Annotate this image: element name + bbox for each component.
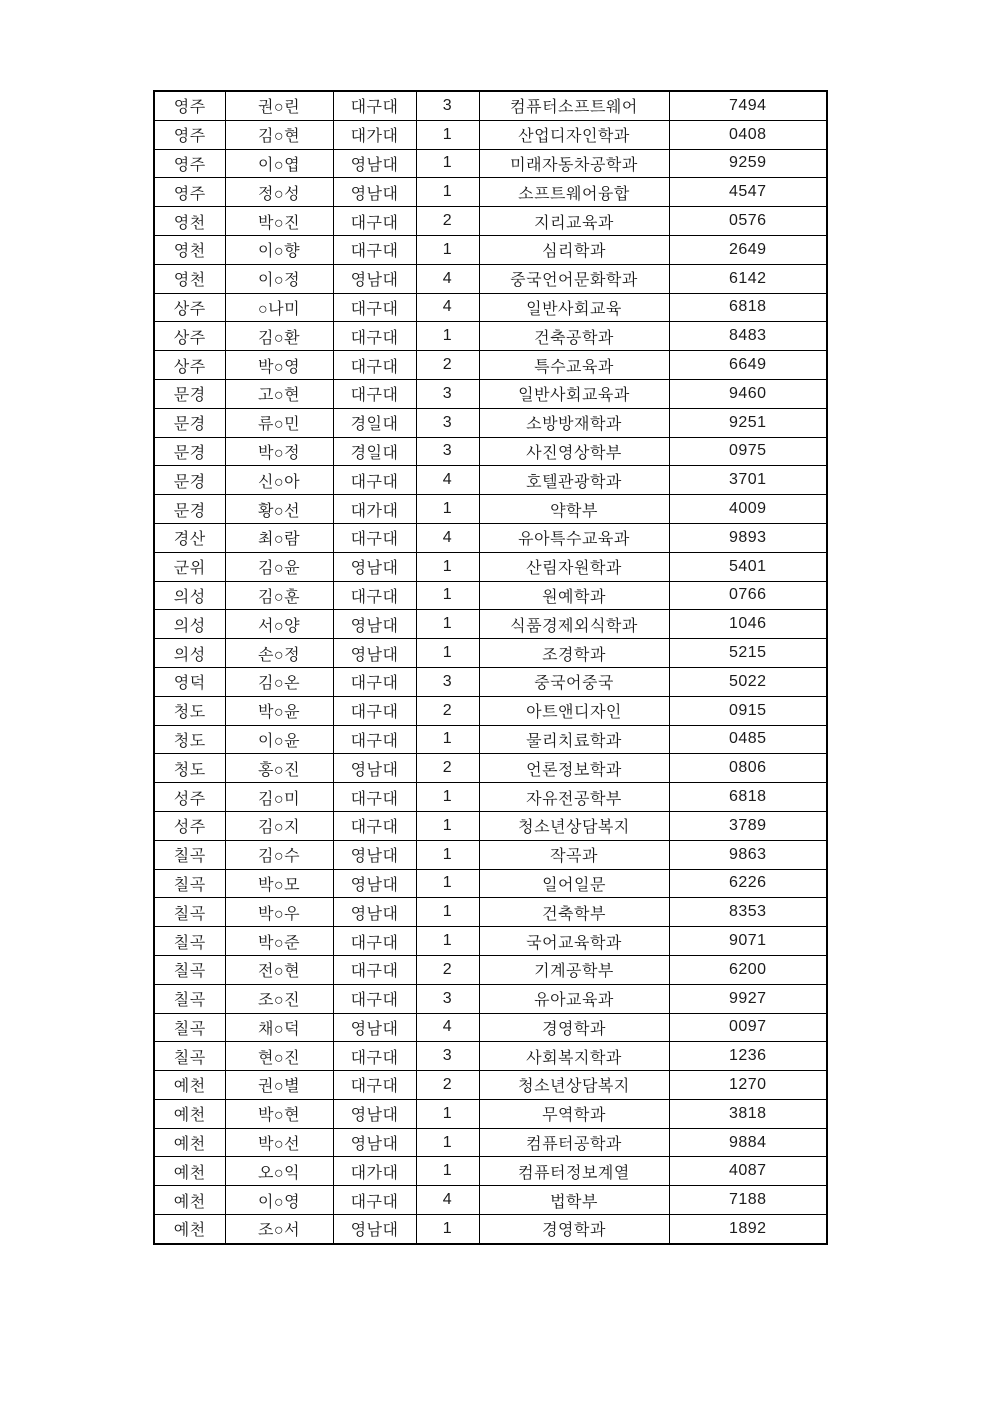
table-cell-region: 상주 (154, 322, 225, 351)
table-cell-university: 대구대 (333, 1042, 416, 1071)
table-cell-name: 고○현 (225, 379, 333, 408)
table-row (154, 811, 827, 840)
table-row (154, 1215, 827, 1244)
table-cell-grade: 1 (416, 120, 479, 149)
table-cell-region: 칠곡 (154, 1042, 225, 1071)
table-cell-code: 1236 (669, 1042, 827, 1071)
table-cell-code: 1046 (669, 610, 827, 639)
table-row (154, 955, 827, 984)
table-cell-region: 예천 (154, 1099, 225, 1128)
table-cell-region: 예천 (154, 1215, 225, 1244)
table-cell-name: 조○서 (225, 1215, 333, 1244)
table-cell-code: 4547 (669, 178, 827, 207)
table-cell-grade: 1 (416, 811, 479, 840)
table-cell-university: 대구대 (333, 984, 416, 1013)
table-cell-region: 문경 (154, 408, 225, 437)
table-cell-university: 대가대 (333, 120, 416, 149)
table-cell-code: 0485 (669, 725, 827, 754)
table-cell-region: 문경 (154, 379, 225, 408)
table-cell-grade: 4 (416, 1186, 479, 1215)
table-cell-grade: 4 (416, 293, 479, 322)
table-cell-grade: 2 (416, 955, 479, 984)
table-cell-region: 칠곡 (154, 927, 225, 956)
table-cell-name: 김○온 (225, 667, 333, 696)
table-row (154, 322, 827, 351)
table-cell-name: ○나미 (225, 293, 333, 322)
table-cell-code: 9884 (669, 1128, 827, 1157)
table-cell-name: 조○진 (225, 984, 333, 1013)
table-cell-code: 3818 (669, 1099, 827, 1128)
table-cell-grade: 2 (416, 207, 479, 236)
table-cell-grade: 4 (416, 264, 479, 293)
table-cell-region: 영주 (154, 91, 225, 120)
table-cell-code: 0408 (669, 120, 827, 149)
table-cell-code: 0766 (669, 581, 827, 610)
table-row (154, 178, 827, 207)
table-cell-department: 일어일문 (479, 869, 669, 898)
table-cell-region: 예천 (154, 1071, 225, 1100)
table-cell-department: 호텔관광학과 (479, 466, 669, 495)
table-cell-name: 홍○진 (225, 754, 333, 783)
table-cell-region: 문경 (154, 466, 225, 495)
table-cell-name: 서○양 (225, 610, 333, 639)
table-cell-code: 9259 (669, 149, 827, 178)
table-cell-university: 대구대 (333, 235, 416, 264)
table-cell-code: 9863 (669, 840, 827, 869)
table-row (154, 581, 827, 610)
table-cell-name: 이○정 (225, 264, 333, 293)
table-cell-grade: 1 (416, 898, 479, 927)
table-cell-department: 일반사회교육과 (479, 379, 669, 408)
table-cell-region: 칠곡 (154, 869, 225, 898)
table-cell-university: 영남대 (333, 639, 416, 668)
table-cell-code: 1270 (669, 1071, 827, 1100)
table-cell-grade: 1 (416, 149, 479, 178)
table-row (154, 120, 827, 149)
table-cell-code: 9251 (669, 408, 827, 437)
table-cell-department: 미래자동차공학과 (479, 149, 669, 178)
table-cell-university: 경일대 (333, 408, 416, 437)
table-row (154, 667, 827, 696)
table-cell-grade: 3 (416, 379, 479, 408)
table-cell-department: 컴퓨터정보계열 (479, 1157, 669, 1186)
table-cell-name: 정○성 (225, 178, 333, 207)
table-cell-region: 영주 (154, 149, 225, 178)
table-cell-department: 중국언어문화학과 (479, 264, 669, 293)
table-cell-name: 채○덕 (225, 1013, 333, 1042)
table-cell-grade: 1 (416, 869, 479, 898)
table-cell-region: 청도 (154, 725, 225, 754)
table-cell-name: 류○민 (225, 408, 333, 437)
table-cell-department: 언론정보학과 (479, 754, 669, 783)
table-cell-department: 유아교육과 (479, 984, 669, 1013)
table-row (154, 1042, 827, 1071)
table-row (154, 639, 827, 668)
table-cell-code: 9893 (669, 523, 827, 552)
table-cell-region: 칠곡 (154, 984, 225, 1013)
table-row (154, 610, 827, 639)
table-row (154, 207, 827, 236)
table-cell-department: 산림자원학과 (479, 552, 669, 581)
table-cell-code: 5401 (669, 552, 827, 581)
table-cell-code: 0975 (669, 437, 827, 466)
table-cell-code: 6818 (669, 293, 827, 322)
table-cell-grade: 1 (416, 178, 479, 207)
table-cell-region: 문경 (154, 495, 225, 524)
table-cell-name: 박○준 (225, 927, 333, 956)
table-cell-name: 현○진 (225, 1042, 333, 1071)
table-cell-region: 칠곡 (154, 840, 225, 869)
table-cell-university: 영남대 (333, 552, 416, 581)
table-cell-name: 손○정 (225, 639, 333, 668)
table-cell-grade: 1 (416, 610, 479, 639)
table-cell-region: 예천 (154, 1157, 225, 1186)
table-cell-grade: 1 (416, 581, 479, 610)
table-row (154, 149, 827, 178)
table-cell-university: 대구대 (333, 1186, 416, 1215)
table-cell-code: 7494 (669, 91, 827, 120)
table-cell-code: 9460 (669, 379, 827, 408)
table-cell-name: 박○영 (225, 351, 333, 380)
table-cell-department: 중국어중국 (479, 667, 669, 696)
table-cell-grade: 1 (416, 927, 479, 956)
table-cell-university: 대구대 (333, 927, 416, 956)
table-cell-code: 6200 (669, 955, 827, 984)
table-cell-department: 법학부 (479, 1186, 669, 1215)
table-cell-region: 영덕 (154, 667, 225, 696)
table-cell-region: 군위 (154, 552, 225, 581)
table-cell-name: 이○윤 (225, 725, 333, 754)
table-cell-university: 대구대 (333, 783, 416, 812)
table-cell-department: 자유전공학부 (479, 783, 669, 812)
table-row (154, 754, 827, 783)
table-cell-grade: 1 (416, 725, 479, 754)
table-cell-grade: 3 (416, 1042, 479, 1071)
table-row (154, 1013, 827, 1042)
table-cell-university: 대가대 (333, 1157, 416, 1186)
table-cell-university: 경일대 (333, 437, 416, 466)
table-cell-university: 대구대 (333, 379, 416, 408)
table-cell-university: 대구대 (333, 207, 416, 236)
table-cell-code: 5215 (669, 639, 827, 668)
table-cell-grade: 2 (416, 696, 479, 725)
table-row (154, 927, 827, 956)
table-cell-name: 권○별 (225, 1071, 333, 1100)
table-cell-grade: 1 (416, 1128, 479, 1157)
table-row (154, 869, 827, 898)
table-row (154, 984, 827, 1013)
table-row (154, 466, 827, 495)
table-row (154, 293, 827, 322)
table-cell-code: 9071 (669, 927, 827, 956)
table-cell-department: 청소년상담복지 (479, 811, 669, 840)
table-cell-grade: 2 (416, 1071, 479, 1100)
table-cell-university: 대구대 (333, 351, 416, 380)
table-cell-university: 영남대 (333, 149, 416, 178)
table-cell-department: 일반사회교육 (479, 293, 669, 322)
table-cell-department: 식품경제외식학과 (479, 610, 669, 639)
table-cell-department: 아트앤디자인 (479, 696, 669, 725)
table-cell-region: 영천 (154, 235, 225, 264)
table-row (154, 379, 827, 408)
table-cell-code: 9927 (669, 984, 827, 1013)
table-cell-name: 이○영 (225, 1186, 333, 1215)
table-cell-code: 6226 (669, 869, 827, 898)
table-cell-name: 이○엽 (225, 149, 333, 178)
table-cell-region: 상주 (154, 351, 225, 380)
table-cell-region: 성주 (154, 783, 225, 812)
table-cell-grade: 2 (416, 351, 479, 380)
table-cell-name: 김○미 (225, 783, 333, 812)
table-cell-grade: 1 (416, 783, 479, 812)
table-cell-name: 권○린 (225, 91, 333, 120)
table-cell-code: 4087 (669, 1157, 827, 1186)
table-cell-code: 5022 (669, 667, 827, 696)
table-row (154, 898, 827, 927)
table-cell-department: 사회복지학과 (479, 1042, 669, 1071)
table-cell-code: 8353 (669, 898, 827, 927)
table-cell-name: 박○윤 (225, 696, 333, 725)
table-cell-name: 김○지 (225, 811, 333, 840)
table-cell-university: 영남대 (333, 178, 416, 207)
table-cell-code: 4009 (669, 495, 827, 524)
table-cell-department: 국어교육학과 (479, 927, 669, 956)
table-cell-region: 예천 (154, 1186, 225, 1215)
table-cell-name: 김○수 (225, 840, 333, 869)
table-cell-grade: 4 (416, 466, 479, 495)
table-cell-name: 박○정 (225, 437, 333, 466)
table-cell-university: 대구대 (333, 696, 416, 725)
table-cell-university: 대구대 (333, 811, 416, 840)
table-cell-university: 영남대 (333, 1013, 416, 1042)
table-cell-region: 칠곡 (154, 898, 225, 927)
table-cell-grade: 4 (416, 523, 479, 552)
table-cell-name: 박○우 (225, 898, 333, 927)
table-cell-region: 청도 (154, 696, 225, 725)
table-cell-university: 대가대 (333, 495, 416, 524)
table-row (154, 408, 827, 437)
table-row (154, 351, 827, 380)
table-cell-university: 영남대 (333, 264, 416, 293)
table-row (154, 783, 827, 812)
table-cell-department: 심리학과 (479, 235, 669, 264)
table-cell-university: 대구대 (333, 667, 416, 696)
table-cell-university: 대구대 (333, 1071, 416, 1100)
table-cell-region: 의성 (154, 639, 225, 668)
student-roster-table (153, 90, 828, 1245)
table-row (154, 495, 827, 524)
table-cell-grade: 1 (416, 322, 479, 351)
table-cell-grade: 3 (416, 437, 479, 466)
table-cell-region: 문경 (154, 437, 225, 466)
table-cell-university: 대구대 (333, 523, 416, 552)
table-cell-department: 컴퓨터공학과 (479, 1128, 669, 1157)
table-cell-grade: 1 (416, 1157, 479, 1186)
table-cell-department: 산업디자인학과 (479, 120, 669, 149)
table-row (154, 1099, 827, 1128)
table-cell-name: 황○선 (225, 495, 333, 524)
table-cell-region: 예천 (154, 1128, 225, 1157)
table-cell-code: 8483 (669, 322, 827, 351)
table-cell-department: 조경학과 (479, 639, 669, 668)
table-cell-region: 칠곡 (154, 1013, 225, 1042)
table-cell-region: 청도 (154, 754, 225, 783)
table-cell-university: 영남대 (333, 1099, 416, 1128)
table-cell-name: 박○모 (225, 869, 333, 898)
table-row (154, 264, 827, 293)
table-cell-university: 대구대 (333, 91, 416, 120)
table-cell-department: 물리치료학과 (479, 725, 669, 754)
table-cell-department: 경영학과 (479, 1013, 669, 1042)
table-cell-name: 박○진 (225, 207, 333, 236)
table-cell-grade: 3 (416, 984, 479, 1013)
table-cell-code: 0915 (669, 696, 827, 725)
table-row (154, 523, 827, 552)
table-cell-region: 칠곡 (154, 955, 225, 984)
table-cell-department: 기계공학부 (479, 955, 669, 984)
table-row (154, 1128, 827, 1157)
table-cell-department: 유아특수교육과 (479, 523, 669, 552)
table-cell-department: 지리교육과 (479, 207, 669, 236)
table-cell-grade: 1 (416, 495, 479, 524)
table-body (154, 91, 827, 1244)
table-cell-region: 경산 (154, 523, 225, 552)
table-cell-name: 김○훈 (225, 581, 333, 610)
table-cell-region: 영천 (154, 264, 225, 293)
table-cell-department: 경영학과 (479, 1215, 669, 1244)
table-cell-name: 김○현 (225, 120, 333, 149)
table-cell-department: 약학부 (479, 495, 669, 524)
table-cell-code: 3789 (669, 811, 827, 840)
table-cell-code: 7188 (669, 1186, 827, 1215)
table-row (154, 1071, 827, 1100)
table-row (154, 840, 827, 869)
table-cell-department: 건축학부 (479, 898, 669, 927)
table-cell-code: 0097 (669, 1013, 827, 1042)
table-cell-name: 박○현 (225, 1099, 333, 1128)
table-cell-university: 대구대 (333, 293, 416, 322)
table-cell-university: 대구대 (333, 322, 416, 351)
table-cell-department: 청소년상담복지 (479, 1071, 669, 1100)
table-cell-name: 김○환 (225, 322, 333, 351)
table-cell-university: 대구대 (333, 466, 416, 495)
table-cell-university: 대구대 (333, 955, 416, 984)
table-cell-grade: 2 (416, 754, 479, 783)
table-cell-department: 소방방재학과 (479, 408, 669, 437)
table-cell-university: 영남대 (333, 610, 416, 639)
table-cell-university: 영남대 (333, 840, 416, 869)
table-cell-code: 6818 (669, 783, 827, 812)
table-cell-name: 최○람 (225, 523, 333, 552)
table-row (154, 552, 827, 581)
table-cell-university: 영남대 (333, 1215, 416, 1244)
table-cell-code: 6649 (669, 351, 827, 380)
table-cell-grade: 3 (416, 408, 479, 437)
table-cell-code: 2649 (669, 235, 827, 264)
table-cell-name: 오○익 (225, 1157, 333, 1186)
table-cell-region: 영주 (154, 178, 225, 207)
table-cell-name: 신○아 (225, 466, 333, 495)
table-cell-code: 3701 (669, 466, 827, 495)
table-cell-university: 영남대 (333, 1128, 416, 1157)
table-cell-university: 영남대 (333, 898, 416, 927)
table-cell-department: 무역학과 (479, 1099, 669, 1128)
table-cell-code: 0806 (669, 754, 827, 783)
table-cell-region: 상주 (154, 293, 225, 322)
table-cell-department: 사진영상학부 (479, 437, 669, 466)
table-cell-department: 작곡과 (479, 840, 669, 869)
table-cell-department: 특수교육과 (479, 351, 669, 380)
table-cell-code: 0576 (669, 207, 827, 236)
table-cell-grade: 1 (416, 235, 479, 264)
table-row (154, 696, 827, 725)
table-cell-university: 대구대 (333, 581, 416, 610)
table-cell-department: 컴퓨터소프트웨어 (479, 91, 669, 120)
table-cell-name: 전○현 (225, 955, 333, 984)
table-row (154, 1157, 827, 1186)
table-cell-department: 원예학과 (479, 581, 669, 610)
table-cell-region: 성주 (154, 811, 225, 840)
table-cell-code: 1892 (669, 1215, 827, 1244)
table-cell-region: 영천 (154, 207, 225, 236)
table-cell-grade: 1 (416, 1215, 479, 1244)
table-cell-region: 영주 (154, 120, 225, 149)
table-cell-code: 6142 (669, 264, 827, 293)
table-cell-department: 건축공학과 (479, 322, 669, 351)
table-cell-grade: 1 (416, 840, 479, 869)
table-cell-department: 소프트웨어융합 (479, 178, 669, 207)
table-cell-name: 박○선 (225, 1128, 333, 1157)
table-row (154, 235, 827, 264)
table-cell-grade: 1 (416, 639, 479, 668)
table-cell-grade: 4 (416, 1013, 479, 1042)
table-row (154, 437, 827, 466)
table-row (154, 725, 827, 754)
table-cell-grade: 3 (416, 667, 479, 696)
table-cell-university: 대구대 (333, 725, 416, 754)
table-cell-university: 영남대 (333, 754, 416, 783)
table-cell-name: 이○향 (225, 235, 333, 264)
table-cell-grade: 3 (416, 91, 479, 120)
table-row (154, 91, 827, 120)
table-cell-university: 영남대 (333, 869, 416, 898)
table-cell-name: 김○윤 (225, 552, 333, 581)
table-row (154, 1186, 827, 1215)
table-cell-region: 의성 (154, 610, 225, 639)
table-cell-region: 의성 (154, 581, 225, 610)
table-cell-grade: 1 (416, 552, 479, 581)
table-cell-grade: 1 (416, 1099, 479, 1128)
